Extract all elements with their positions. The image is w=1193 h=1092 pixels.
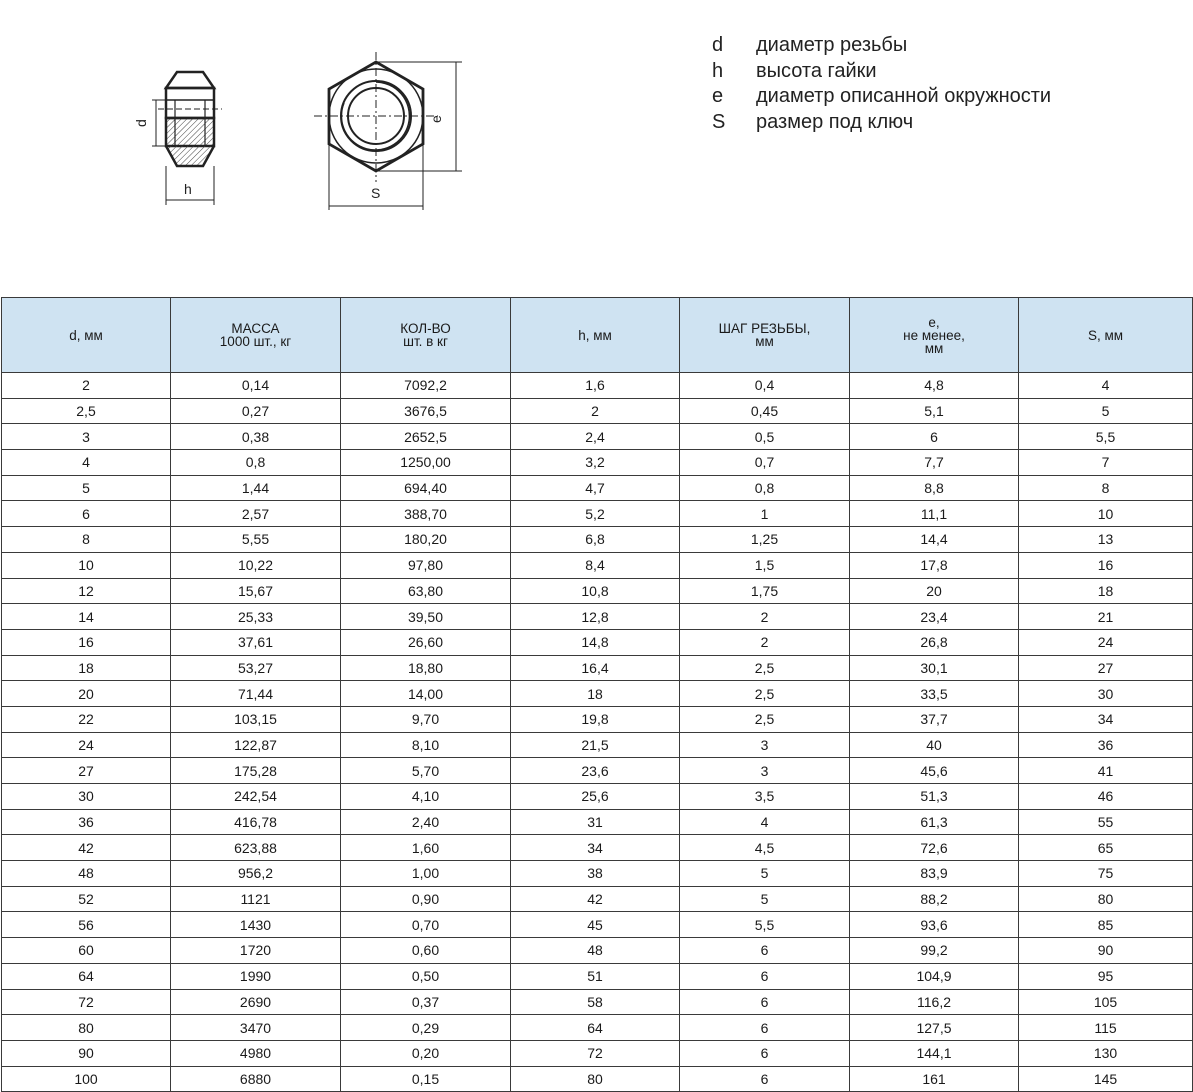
table-cell: 51 [511,963,680,989]
table-cell: 5,5 [1019,424,1193,450]
table-cell: 2,57 [171,501,341,527]
legend-symbol: e [712,85,724,108]
table-cell: 1121 [171,886,341,912]
table-cell: 15,67 [171,578,341,604]
table-row [2,1040,1193,1066]
table-cell: 6 [680,1066,850,1092]
table-row [2,861,1193,887]
table-row [2,578,1193,604]
table-row [2,424,1193,450]
table-row [2,1015,1193,1041]
table-cell: 30 [2,784,171,810]
table-cell: 55 [1019,809,1193,835]
table-cell: 4980 [171,1040,341,1066]
table-cell: 64 [2,963,171,989]
table-cell: 34 [1019,706,1193,732]
table-cell: 6880 [171,1066,341,1092]
table-cell: 3,2 [511,450,680,476]
table-cell: 45 [511,912,680,938]
table-cell: 83,9 [850,861,1019,887]
table-cell: 22 [2,706,171,732]
table-cell: 0,8 [680,475,850,501]
header-line: h, мм [578,327,612,343]
table-cell: 80 [2,1015,171,1041]
table-cell: 2,5 [680,706,850,732]
table-cell: 19,8 [511,706,680,732]
header-line: мм [755,334,774,349]
legend-row [712,59,1051,85]
table-cell: 0,38 [171,424,341,450]
table-cell: 10,22 [171,552,341,578]
table-cell: 6 [850,424,1019,450]
table-row [2,732,1193,758]
table-cell: 11,1 [850,501,1019,527]
table-cell: 37,61 [171,629,341,655]
table-cell: 4,8 [850,373,1019,399]
table-cell: 0,90 [341,886,511,912]
table-cell: 2 [2,373,171,399]
table-cell: 242,54 [171,784,341,810]
header-h [511,298,680,373]
table-cell: 53,27 [171,655,341,681]
table-cell: 180,20 [341,527,511,553]
table-cell: 5,55 [171,527,341,553]
table-row [2,604,1193,630]
table-cell: 0,5 [680,424,850,450]
dim-h-label: h [184,181,192,197]
table-cell: 21 [1019,604,1193,630]
table-cell: 58 [511,989,680,1015]
legend-text: высота гайки [756,59,877,82]
header-d [2,298,171,373]
table-cell: 17,8 [850,552,1019,578]
table-cell: 0,14 [171,373,341,399]
header-line: e, [928,314,940,330]
table-cell: 0,4 [680,373,850,399]
table-cell: 42 [511,886,680,912]
table-cell: 18,80 [341,655,511,681]
table-cell: 72 [511,1040,680,1066]
table-row [2,655,1193,681]
table-cell: 103,15 [171,706,341,732]
table-cell: 3 [2,424,171,450]
table-cell: 0,70 [341,912,511,938]
table-row [2,989,1193,1015]
table-cell: 1,60 [341,835,511,861]
table-cell: 16,4 [511,655,680,681]
table-cell: 2690 [171,989,341,1015]
table-cell: 45,6 [850,758,1019,784]
table-cell: 7092,2 [341,373,511,399]
table-cell: 6 [680,1040,850,1066]
table-cell: 2,40 [341,809,511,835]
table-cell: 33,5 [850,681,1019,707]
table-cell: 30,1 [850,655,1019,681]
table-cell: 38 [511,861,680,887]
table-row [2,809,1193,835]
table-cell: 75 [1019,861,1193,887]
header-line: ШАГ РЕЗЬБЫ, [718,321,811,336]
nut-drawing [0,0,520,240]
table-cell: 30 [1019,681,1193,707]
table-cell: 4,5 [680,835,850,861]
table-cell: 24 [2,732,171,758]
table-cell: 416,78 [171,809,341,835]
table-row [2,501,1193,527]
table-cell: 61,3 [850,809,1019,835]
table-cell: 36 [2,809,171,835]
table-cell: 3 [680,758,850,784]
table-cell: 127,5 [850,1015,1019,1041]
header-quantity [341,298,511,373]
table-cell: 4,7 [511,475,680,501]
table-cell: 2 [680,629,850,655]
table-cell: 2,5 [2,398,171,424]
nut-spec-table [1,297,1193,1092]
table-cell: 93,6 [850,912,1019,938]
table-cell: 27 [1019,655,1193,681]
table-cell: 104,9 [850,963,1019,989]
table-cell: 0,20 [341,1040,511,1066]
legend-row [712,84,1051,110]
table-cell: 18 [1019,578,1193,604]
table-cell: 5,2 [511,501,680,527]
table-cell: 63,80 [341,578,511,604]
header-line: МАССА [231,321,280,336]
table-cell: 16 [2,629,171,655]
table-cell: 6 [680,1015,850,1041]
table-cell: 99,2 [850,938,1019,964]
table-row [2,552,1193,578]
table-cell: 13 [1019,527,1193,553]
header-line: не менее, [903,327,965,343]
table-cell: 1,25 [680,527,850,553]
table-cell: 8,4 [511,552,680,578]
legend-symbol: d [712,34,724,57]
table-body [2,373,1193,1092]
table-cell: 0,50 [341,963,511,989]
table-cell: 23,4 [850,604,1019,630]
table-cell: 2 [680,604,850,630]
table-cell: 26,8 [850,629,1019,655]
table-row [2,373,1193,399]
table-row [2,450,1193,476]
table-row [2,681,1193,707]
table-cell: 36 [1019,732,1193,758]
table-cell: 1,44 [171,475,341,501]
table-cell: 42 [2,835,171,861]
legend-text: диаметр резьбы [756,34,908,57]
table-cell: 90 [2,1040,171,1066]
table-cell: 0,45 [680,398,850,424]
table-row [2,886,1193,912]
table-cell: 116,2 [850,989,1019,1015]
table-cell: 97,80 [341,552,511,578]
legend-row [712,110,1051,136]
table-cell: 144,1 [850,1040,1019,1066]
table-cell: 1990 [171,963,341,989]
table-cell: 88,2 [850,886,1019,912]
table-cell: 60 [2,938,171,964]
table-cell: 694,40 [341,475,511,501]
legend-text: диаметр описанной окружности [756,85,1052,108]
table-cell: 21,5 [511,732,680,758]
table-cell: 10 [1019,501,1193,527]
legend-symbol: h [712,59,724,82]
table-cell: 25,6 [511,784,680,810]
table-row [2,1066,1193,1092]
table-cell: 956,2 [171,861,341,887]
table-cell: 6 [680,963,850,989]
table-cell: 14,4 [850,527,1019,553]
table-cell: 0,60 [341,938,511,964]
legend-symbol: S [712,110,726,133]
header-line: d, мм [69,327,103,343]
table-cell: 0,7 [680,450,850,476]
table-cell: 0,29 [341,1015,511,1041]
table-cell: 31 [511,809,680,835]
table-cell: 5 [680,861,850,887]
header-line: шт. в кг [403,334,448,349]
table-row [2,784,1193,810]
table-cell: 115 [1019,1015,1193,1041]
table-cell: 85 [1019,912,1193,938]
table-cell: 12,8 [511,604,680,630]
table-cell: 7 [1019,450,1193,476]
table-cell: 6 [680,938,850,964]
table-cell: 1430 [171,912,341,938]
table-cell: 71,44 [171,681,341,707]
table-cell: 6,8 [511,527,680,553]
table-cell: 41 [1019,758,1193,784]
table-cell: 12 [2,578,171,604]
table-cell: 8,10 [341,732,511,758]
table-cell: 175,28 [171,758,341,784]
table-cell: 37,7 [850,706,1019,732]
table-cell: 39,50 [341,604,511,630]
table-cell: 4 [2,450,171,476]
legend-text: размер под ключ [756,110,914,133]
table-cell: 145 [1019,1066,1193,1092]
table-row [2,938,1193,964]
table-cell: 3470 [171,1015,341,1041]
table-cell: 5 [2,475,171,501]
header-s [1019,298,1193,373]
table-row [2,527,1193,553]
header-line: 1000 шт., кг [219,334,292,349]
table-cell: 72 [2,989,171,1015]
table-cell: 2 [511,398,680,424]
header-line: S, мм [1087,327,1124,343]
table-cell: 80 [511,1066,680,1092]
table-cell: 20 [2,681,171,707]
symbol-legend [712,33,1051,135]
table-cell: 1250,00 [341,450,511,476]
dim-e-label: e [428,115,444,123]
table-cell: 48 [2,861,171,887]
table-cell: 4,10 [341,784,511,810]
table-cell: 3,5 [680,784,850,810]
table-cell: 623,88 [171,835,341,861]
table-cell: 64 [511,1015,680,1041]
table-cell: 14 [2,604,171,630]
header-line: КОЛ-ВО [400,321,451,336]
table-cell: 5 [1019,398,1193,424]
table-cell: 7,7 [850,450,1019,476]
table-cell: 8 [1019,475,1193,501]
table-cell: 8 [2,527,171,553]
table-cell: 16 [1019,552,1193,578]
table-cell: 4 [1019,373,1193,399]
table-row [2,398,1193,424]
header-mass [171,298,341,373]
table-cell: 0,37 [341,989,511,1015]
header-pitch [680,298,850,373]
table-cell: 8,8 [850,475,1019,501]
header-e [850,298,1019,373]
table-header-row [2,298,1193,373]
table-cell: 25,33 [171,604,341,630]
table-row [2,912,1193,938]
table-row [2,629,1193,655]
table-cell: 3 [680,732,850,758]
table-cell: 56 [2,912,171,938]
table-cell: 2,4 [511,424,680,450]
table-cell: 23,6 [511,758,680,784]
table-cell: 1,6 [511,373,680,399]
table-cell: 6 [2,501,171,527]
table-cell: 1,5 [680,552,850,578]
table-cell: 6 [680,989,850,1015]
table-cell: 105 [1019,989,1193,1015]
table-cell: 18 [511,681,680,707]
table-cell: 2,5 [680,681,850,707]
table-cell: 5,70 [341,758,511,784]
table-cell: 48 [511,938,680,964]
table-cell: 90 [1019,938,1193,964]
table-cell: 51,3 [850,784,1019,810]
table-cell: 0,27 [171,398,341,424]
table-cell: 1,00 [341,861,511,887]
table-cell: 5,5 [680,912,850,938]
table-cell: 52 [2,886,171,912]
table-cell: 46 [1019,784,1193,810]
table-row [2,758,1193,784]
table-row [2,706,1193,732]
table-row [2,835,1193,861]
table-cell: 0,8 [171,450,341,476]
table-cell: 1,75 [680,578,850,604]
table-cell: 72,6 [850,835,1019,861]
table-cell: 34 [511,835,680,861]
table-row [2,963,1193,989]
table-cell: 100 [2,1066,171,1092]
table-cell: 18 [2,655,171,681]
table-row [2,475,1193,501]
table-cell: 14,8 [511,629,680,655]
table-cell: 2,5 [680,655,850,681]
table-cell: 1720 [171,938,341,964]
table-cell: 95 [1019,963,1193,989]
table-cell: 26,60 [341,629,511,655]
table-cell: 24 [1019,629,1193,655]
table-cell: 388,70 [341,501,511,527]
table-cell: 10,8 [511,578,680,604]
table-cell: 3676,5 [341,398,511,424]
table-cell: 40 [850,732,1019,758]
table-cell: 27 [2,758,171,784]
table-cell: 14,00 [341,681,511,707]
dim-s-label: S [371,185,381,201]
table-cell: 10 [2,552,171,578]
table-cell: 20 [850,578,1019,604]
table-cell: 5,1 [850,398,1019,424]
table-cell: 4 [680,809,850,835]
table-cell: 9,70 [341,706,511,732]
table-cell: 130 [1019,1040,1193,1066]
table-cell: 1 [680,501,850,527]
table-cell: 2652,5 [341,424,511,450]
table-cell: 5 [680,886,850,912]
table-cell: 65 [1019,835,1193,861]
nut-front-view [314,52,462,210]
table-cell: 161 [850,1066,1019,1092]
table-cell: 80 [1019,886,1193,912]
table-cell: 122,87 [171,732,341,758]
dim-d-label: d [133,119,149,127]
table-cell: 0,15 [341,1066,511,1092]
header-line: мм [924,340,944,356]
legend-row [712,33,1051,59]
